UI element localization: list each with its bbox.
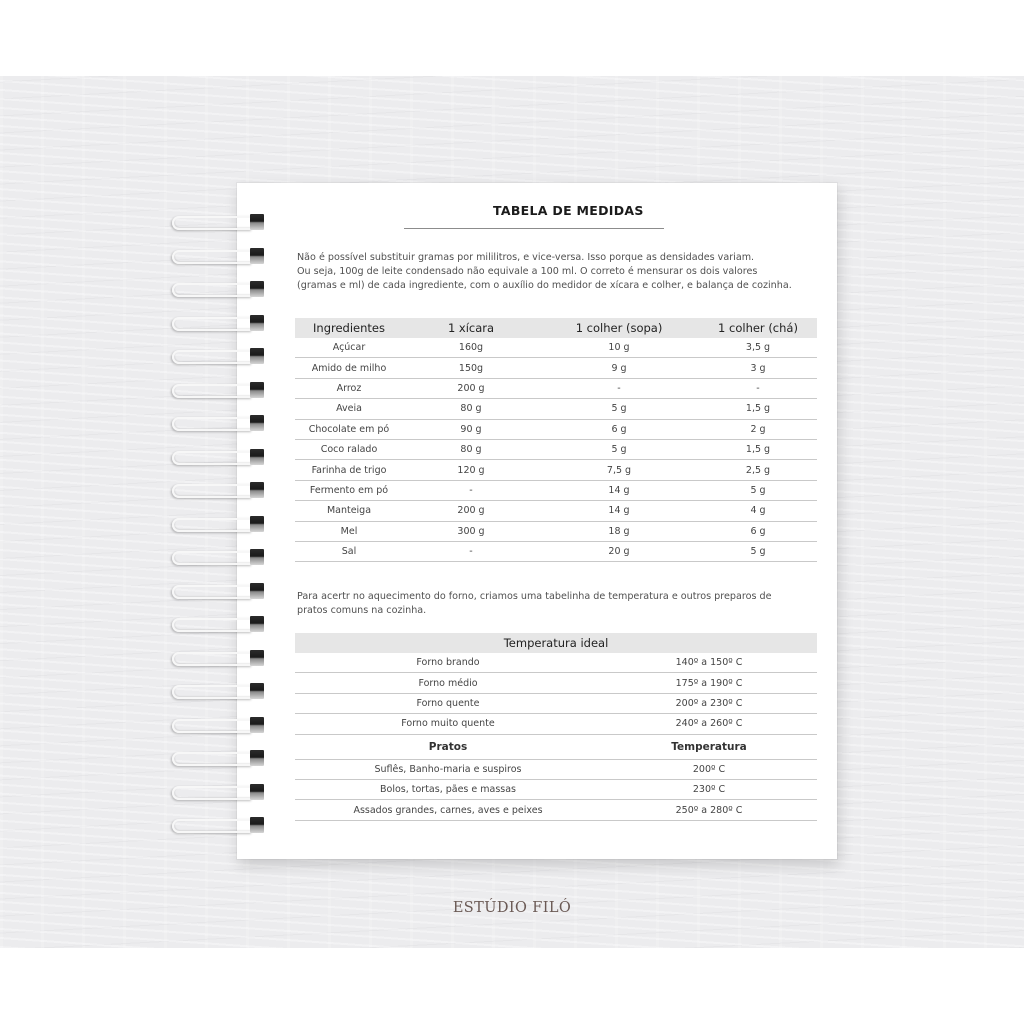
ring-wire <box>172 618 252 632</box>
spiral-ring <box>172 214 264 230</box>
oven-level-cell: Forno muito quente <box>295 714 601 734</box>
ring-wire <box>172 216 252 230</box>
ring-hole <box>250 382 264 398</box>
ingredient-cell: Arroz <box>295 378 403 398</box>
ring-wire <box>172 685 252 699</box>
teaspoon-cell: 5 g <box>699 541 817 561</box>
dish-temperature-cell: 230º C <box>601 779 817 799</box>
cup-cell: - <box>403 480 539 500</box>
temperature-header-row <box>295 633 817 653</box>
temperature-range-cell: 175º a 190º C <box>601 673 817 693</box>
cup-cell: 90 g <box>403 419 539 439</box>
col-header-tablespoon: 1 colher (sopa) <box>539 318 699 338</box>
temperature-table <box>295 633 817 821</box>
oven-intro-line: pratos comuns na cozinha. <box>297 605 427 616</box>
ring-wire <box>172 719 252 733</box>
table-row <box>295 378 817 398</box>
table-row <box>295 501 817 521</box>
tablespoon-cell: 6 g <box>539 419 699 439</box>
spiral-ring <box>172 415 264 431</box>
spiral-ring <box>172 315 264 331</box>
temperature-header: Temperatura ideal <box>295 633 817 653</box>
ring-hole <box>250 616 264 632</box>
measures-header-row <box>295 318 817 338</box>
ring-hole <box>250 717 264 733</box>
spiral-ring <box>172 449 264 465</box>
spiral-ring <box>172 248 264 264</box>
table-row <box>295 521 817 541</box>
dish-temperature-cell: 200º C <box>601 759 817 779</box>
dish-cell: Assados grandes, carnes, aves e peixes <box>295 800 601 820</box>
ring-hole <box>250 348 264 364</box>
table-row <box>295 673 817 693</box>
ingredient-cell: Aveia <box>295 399 403 419</box>
spiral-ring <box>172 348 264 364</box>
table-row <box>295 419 817 439</box>
dish-temperature-cell: 250º a 280º C <box>601 800 817 820</box>
tablespoon-cell: 14 g <box>539 501 699 521</box>
table-row <box>295 439 817 459</box>
intro-paragraph <box>297 251 827 293</box>
spiral-ring <box>172 281 264 297</box>
ring-wire <box>172 585 252 599</box>
oven-level-cell: Forno brando <box>295 653 601 673</box>
table-row <box>295 338 817 358</box>
table-row <box>295 541 817 561</box>
temperature-range-cell: 200º a 230º C <box>601 693 817 713</box>
ring-hole <box>250 516 264 532</box>
intro-line: Não é possível substituir gramas por mililitros, e vice-versa. Isso porque as densidades variam. <box>297 252 755 263</box>
ring-hole <box>250 583 264 599</box>
ingredient-cell: Sal <box>295 541 403 561</box>
oven-level-cell: Forno quente <box>295 693 601 713</box>
ingredient-cell: Farinha de trigo <box>295 460 403 480</box>
table-row <box>295 653 817 673</box>
tablespoon-cell: 10 g <box>539 338 699 358</box>
ingredient-cell: Coco ralado <box>295 439 403 459</box>
ingredient-cell: Açúcar <box>295 338 403 358</box>
ring-wire <box>172 518 252 532</box>
ring-hole <box>250 214 264 230</box>
ring-hole <box>250 482 264 498</box>
col-header-teaspoon: 1 colher (chá) <box>699 318 817 338</box>
table-row <box>295 480 817 500</box>
ring-hole <box>250 650 264 666</box>
spiral-ring <box>172 817 264 833</box>
ingredient-cell: Amido de milho <box>295 358 403 378</box>
ring-hole <box>250 683 264 699</box>
ring-hole <box>250 248 264 264</box>
tablespoon-cell: - <box>539 378 699 398</box>
page-title-text: TABELA DE MEDIDAS <box>493 203 644 218</box>
ring-hole <box>250 315 264 331</box>
ring-wire <box>172 350 252 364</box>
spiral-ring <box>172 616 264 632</box>
spiral-ring <box>172 382 264 398</box>
cup-cell: 200 g <box>403 501 539 521</box>
ring-wire <box>172 819 252 833</box>
cup-cell: 300 g <box>403 521 539 541</box>
oven-level-cell: Forno médio <box>295 673 601 693</box>
tablespoon-cell: 9 g <box>539 358 699 378</box>
ring-wire <box>172 551 252 565</box>
ring-wire <box>172 786 252 800</box>
oven-intro-paragraph <box>297 590 827 618</box>
oven-intro-line: Para acertr no aquecimento do forno, criamos uma tabelinha de temperatura e outros preparos de <box>297 591 772 602</box>
spiral-ring <box>172 717 264 733</box>
col-header-dishes: Pratos <box>295 734 601 759</box>
table-row <box>295 800 817 820</box>
teaspoon-cell: 2 g <box>699 419 817 439</box>
ring-wire <box>172 250 252 264</box>
cup-cell: 160g <box>403 338 539 358</box>
cup-cell: - <box>403 541 539 561</box>
spiral-ring <box>172 482 264 498</box>
table-row <box>295 358 817 378</box>
ring-hole <box>250 549 264 565</box>
dish-cell: Bolos, tortas, pães e massas <box>295 779 601 799</box>
temperature-range-cell: 140º a 150º C <box>601 653 817 673</box>
dish-cell: Suflês, Banho-maria e suspiros <box>295 759 601 779</box>
table-row <box>295 399 817 419</box>
brand-logo-text: ESTÚDIO FILÓ <box>452 900 572 916</box>
col-header-ingredients: Ingredientes <box>295 318 403 338</box>
table-row <box>295 714 817 734</box>
teaspoon-cell: 3 g <box>699 358 817 378</box>
ring-wire <box>172 417 252 431</box>
ring-hole <box>250 449 264 465</box>
spiral-ring <box>172 516 264 532</box>
table-row <box>295 759 817 779</box>
ingredient-cell: Chocolate em pó <box>295 419 403 439</box>
cup-cell: 150g <box>403 358 539 378</box>
dishes-header-row <box>295 734 817 759</box>
ingredient-cell: Mel <box>295 521 403 541</box>
teaspoon-cell: 5 g <box>699 480 817 500</box>
table-row <box>295 693 817 713</box>
teaspoon-cell: 6 g <box>699 521 817 541</box>
spiral-ring <box>172 784 264 800</box>
col-header-temperature: Temperatura <box>601 734 817 759</box>
tablespoon-cell: 20 g <box>539 541 699 561</box>
cup-cell: 80 g <box>403 439 539 459</box>
ring-wire <box>172 652 252 666</box>
spiral-ring <box>172 650 264 666</box>
ring-wire <box>172 484 252 498</box>
ring-hole <box>250 817 264 833</box>
table-row <box>295 460 817 480</box>
ring-wire <box>172 384 252 398</box>
title-underline <box>404 228 664 229</box>
ring-wire <box>172 317 252 331</box>
tablespoon-cell: 5 g <box>539 399 699 419</box>
measures-table <box>295 318 817 562</box>
col-header-cup: 1 xícara <box>403 318 539 338</box>
ring-wire <box>172 752 252 766</box>
spiral-ring <box>172 750 264 766</box>
tablespoon-cell: 18 g <box>539 521 699 541</box>
ring-wire <box>172 283 252 297</box>
table-row <box>295 779 817 799</box>
intro-line: (gramas e ml) de cada ingrediente, com o auxílio do medidor de xícara e colher, e balança de cozinha. <box>297 280 792 291</box>
temperature-range-cell: 240º a 260º C <box>601 714 817 734</box>
ring-hole <box>250 281 264 297</box>
ingredient-cell: Manteiga <box>295 501 403 521</box>
tablespoon-cell: 5 g <box>539 439 699 459</box>
cup-cell: 200 g <box>403 378 539 398</box>
tablespoon-cell: 14 g <box>539 480 699 500</box>
spiral-ring <box>172 549 264 565</box>
spiral-ring <box>172 583 264 599</box>
teaspoon-cell: 2,5 g <box>699 460 817 480</box>
teaspoon-cell: - <box>699 378 817 398</box>
teaspoon-cell: 3,5 g <box>699 338 817 358</box>
cup-cell: 120 g <box>403 460 539 480</box>
ring-hole <box>250 415 264 431</box>
cup-cell: 80 g <box>403 399 539 419</box>
teaspoon-cell: 1,5 g <box>699 399 817 419</box>
ring-wire <box>172 451 252 465</box>
intro-line: Ou seja, 100g de leite condensado não equivale a 100 ml. O correto é mensurar os dois valores <box>297 266 758 277</box>
ring-hole <box>250 750 264 766</box>
ingredient-cell: Fermento em pó <box>295 480 403 500</box>
ring-hole <box>250 784 264 800</box>
tablespoon-cell: 7,5 g <box>539 460 699 480</box>
teaspoon-cell: 4 g <box>699 501 817 521</box>
spiral-ring <box>172 683 264 699</box>
teaspoon-cell: 1,5 g <box>699 439 817 459</box>
